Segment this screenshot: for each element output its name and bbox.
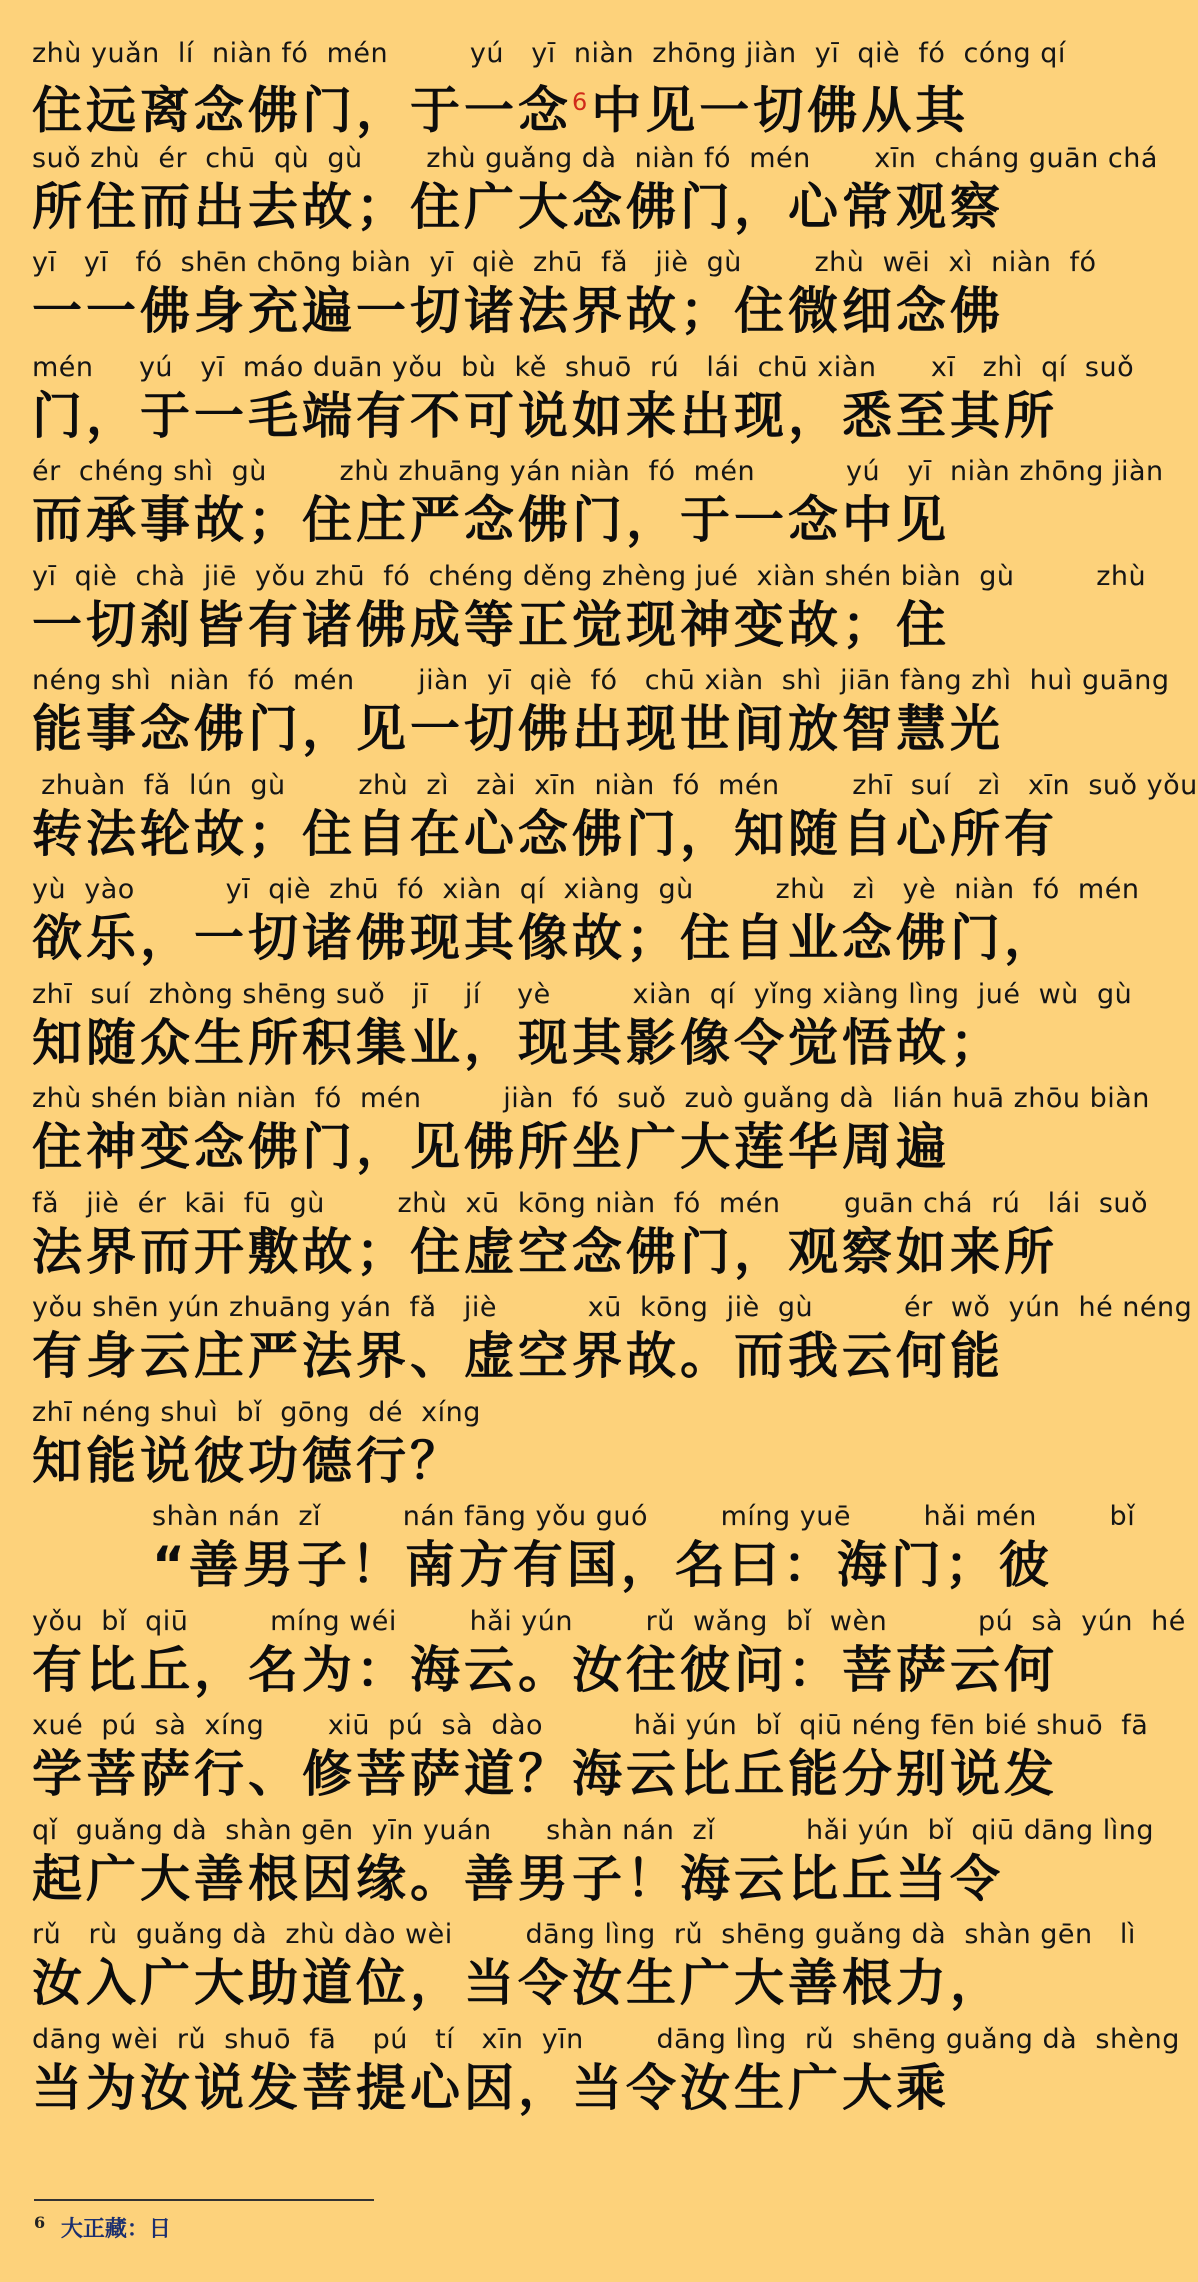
chinese-text: 而承事故；住庄严念佛门，于一念中见 <box>32 491 950 549</box>
pinyin-text: yī qiè chà jiē yǒu zhū fó chéng děng zhèng jué xiàn shén biàn gù zhù <box>32 560 1147 592</box>
pinyin-text: qǐ guǎng dà shàn gēn yīn yuán shàn nán zǐ hǎi yún bǐ qiū dāng lìng <box>32 1814 1155 1846</box>
verse-line <box>32 36 1066 141</box>
pinyin-text: zhù shén biàn niàn fó mén jiàn fó suǒ zuò guǎng dà lián huā zhōu biàn <box>32 1083 1150 1114</box>
verse-line <box>32 559 1147 664</box>
chinese-text: 转法轮故；住自在心念佛门，知随自心所有 <box>32 804 1058 863</box>
chinese-text: 所住而出去故；住广大念佛门，心常观察 <box>32 177 1004 236</box>
verse-line <box>32 2022 1180 2127</box>
chinese-text: 有比丘，名为：海云。汝往彼问：菩萨云何 <box>32 1640 1058 1699</box>
verse-line <box>32 1708 1149 1813</box>
verse-line <box>32 1290 1193 1395</box>
pinyin-text: ér chéng shì gù zhù zhuāng yán niàn fó mén yú yī niàn zhōng jiàn <box>32 456 1164 487</box>
chinese-text: 知随众生所积集业，现其影像令觉悟故； <box>32 1013 1004 1072</box>
pinyin-text: yù yào yī qiè zhū fó xiàn qí xiàng gù zhù zì yè niàn fó mén <box>32 874 1140 905</box>
chinese-text: “善男子！南方有国，名曰：海门；彼 <box>152 1536 1053 1594</box>
pinyin-text: xué pú sà xíng xiū pú sà dào hǎi yún bǐ qiū néng fēn bié shuō fā <box>32 1710 1149 1741</box>
verse-line <box>32 872 1140 977</box>
chinese-text: 有身云庄严法界、虚空界故。而我云何能 <box>32 1327 1004 1385</box>
pinyin-text: zhī néng shuì bǐ gōng dé xíng <box>32 1396 481 1428</box>
chinese-text: 汝入广大助道位，当令汝生广大善根力， <box>32 1954 1004 2012</box>
pinyin-text: dāng wèi rǔ shuō fā pú tí xīn yīn dāng lìng rǔ shēng guǎng dà shèng <box>32 2023 1180 2055</box>
verse-line <box>32 1604 1186 1709</box>
pinyin-text: néng shì niàn fó mén jiàn yī qiè fó chū xiàn shì jiān fàng zhì huì guāng <box>32 665 1170 696</box>
verse-line <box>32 1813 1155 1918</box>
chinese-text: 一切刹皆有诸佛成等正觉现神变故；住 <box>32 595 950 654</box>
footnote-marker: 6 <box>572 88 592 116</box>
chinese-text: 门，于一毛端有不可说如来出现，悉至其所 <box>32 386 1058 445</box>
chinese-text: 当为汝说发菩提心因，当令汝生广大乘 <box>32 2058 950 2117</box>
verse-line <box>32 1395 1048 1500</box>
footnote-divider <box>34 2199 374 2201</box>
pinyin-text: rǔ rù guǎng dà zhù dào wèi dāng lìng rǔ shēng guǎng dà shàn gēn lì <box>32 1919 1136 1950</box>
pinyin-text: zhuàn fǎ lún gù zhù zì zài xīn niàn fó mén zhī suí zì xīn suǒ yǒu <box>32 769 1198 801</box>
pinyin-text: zhù yuǎn lí niàn fó mén yú yī niàn zhōng jiàn yī qiè fó cóng qí <box>32 38 1066 69</box>
pinyin-text: fǎ jiè ér kāi fū gù zhù xū kōng niàn fó mén guān chá rú lái suǒ <box>32 1187 1149 1219</box>
footnote <box>34 2212 171 2243</box>
verse-line <box>32 454 1164 559</box>
chinese-text: 学菩萨行、修菩萨道？海云比丘能分别说发 <box>32 1745 1058 1803</box>
chinese-text: 起广大善根因缘。善男子！海云比丘当令 <box>32 1849 1004 1908</box>
pinyin-text: yī yī fó shēn chōng biàn yī qiè zhū fǎ jiè gù zhù wēi xì niàn fó <box>32 247 1097 278</box>
chinese-text: 知能说彼功德行？ <box>32 1431 464 1490</box>
chinese-text-part: 中见一切佛从其 <box>591 81 970 140</box>
pinyin-text: suǒ zhù ér chū qù gù zhù guǎng dà niàn fó mén xīn cháng guān chá <box>32 142 1158 174</box>
footnote-number: 6 <box>34 2212 46 2232</box>
verse-line <box>32 141 1158 246</box>
verse-line <box>32 1081 1150 1186</box>
verse-line <box>32 245 1097 350</box>
verse-line <box>32 663 1170 768</box>
chinese-text: 欲乐，一切诸佛现其像故；住自业念佛门， <box>32 909 1058 967</box>
verse-line <box>32 350 1135 455</box>
chinese-text <box>32 72 1048 140</box>
verse-line <box>32 1186 1149 1291</box>
chinese-text: 法界而开敷故；住虚空念佛门，观察如来所 <box>32 1222 1058 1281</box>
verse-line <box>32 1499 1136 1604</box>
verse-block <box>32 36 1198 2126</box>
verse-line <box>32 977 1133 1082</box>
verse-line <box>32 768 1198 873</box>
chinese-text: 住神变念佛门，见佛所坐广大莲华周遍 <box>32 1118 950 1176</box>
pinyin-text: shàn nán zǐ nán fāng yǒu guó míng yuē hǎi mén bǐ <box>152 1501 1136 1532</box>
pinyin-text: mén yú yī máo duān yǒu bù kě shuō rú lái chū xiàn xī zhì qí suǒ <box>32 351 1135 383</box>
pinyin-text: zhī suí zhòng shēng suǒ jī jí yè xiàn qí yǐng xiàng lìng jué wù gù <box>32 978 1133 1010</box>
chinese-text: 一一佛身充遍一切诸法界故；住微细念佛 <box>32 282 1004 340</box>
chinese-text-part: 住远离念佛门，于一念 <box>32 81 572 140</box>
chinese-text: 能事念佛门，见一切佛出现世间放智慧光 <box>32 700 1004 758</box>
pinyin-text: yǒu shēn yún zhuāng yán fǎ jiè xū kōng jiè gù ér wǒ yún hé néng <box>32 1292 1193 1323</box>
pinyin-text: yǒu bǐ qiū míng wéi hǎi yún rǔ wǎng bǐ wèn pú sà yún hé <box>32 1605 1186 1637</box>
verse-line <box>32 1917 1136 2022</box>
footnote-text: 大正藏：日 <box>60 2216 171 2242</box>
